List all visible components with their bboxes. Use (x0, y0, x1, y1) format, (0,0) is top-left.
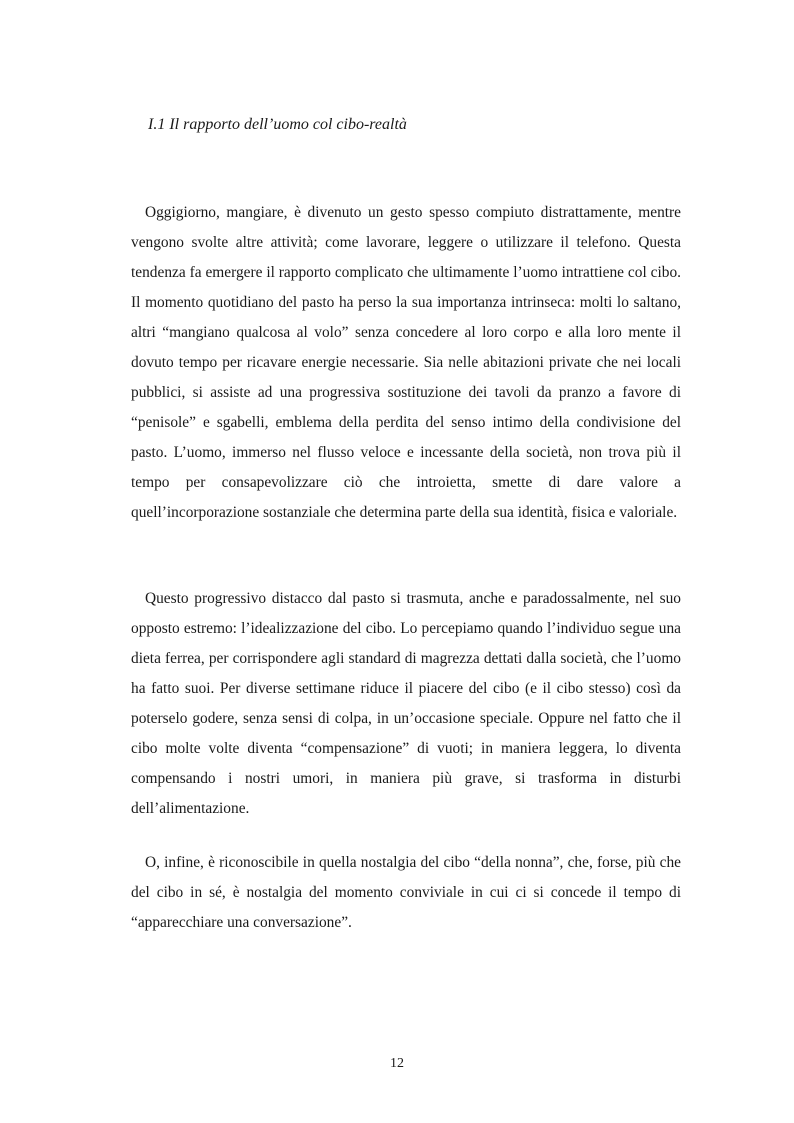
paragraph-2: Questo progressivo distacco dal pasto si trasmuta, anche e paradossalmente, nel suo opposto estremo: l’idealizzazione del cibo. Lo percepiamo quando l’individuo segue una dieta ferrea, per corrispondere agli standard di magrezza dettati dalla società, che l’uomo ha fatto suoi. Per diverse settimane riduce il piacere del cibo (e il cibo stesso) così da poterselo godere, senza sensi di colpa, in un’occasione speciale. Oppure nel fatto che il cibo molte volte diventa “compensazione” di vuoti; in maniera leggera, lo diventa compensando i nostri umori, in maniera più grave, si trasforma in disturbi dell’alimentazione. (131, 590, 681, 817)
paragraph-1: Oggigiorno, mangiare, è divenuto un gesto spesso compiuto distrattamente, mentre vengono svolte altre attività; come lavorare, leggere o utilizzare il telefono. Questa tendenza fa emergere il rapporto complicato che ultimamente l’uomo intrattiene col cibo. Il momento quotidiano del pasto ha perso la sua importanza intrinseca: molti lo saltano, altri “mangiano qualcosa al volo” senza concedere al loro corpo e alla loro mente il dovuto tempo per ricavare energie necessarie. Sia nelle abitazioni private che nei locali pubblici, si assiste ad una progressiva sostituzione dei tavoli da pranzo a favore di “penisole” e sgabelli, emblema della perdita del senso intimo della condivisione del pasto. L’uomo, immerso nel flusso veloce e incessante della società, non trova più il tempo per consapevolizzare ciò che introietta, smette di dare valore a quell’incorporazione sostanziale che determina parte della sua identità, fisica e valoriale. (131, 204, 681, 521)
paragraph-3: O, infine, è riconoscibile in quella nostalgia del cibo “della nonna”, che, forse, più che del cibo in sé, è nostalgia del momento conviviale in cui ci si concede il tempo di “apparecchiare una conversazione”. (131, 854, 681, 931)
page-number: 12 (390, 1056, 404, 1071)
section-heading: I.1 Il rapporto dell’uomo col cibo-realtà (148, 116, 407, 133)
